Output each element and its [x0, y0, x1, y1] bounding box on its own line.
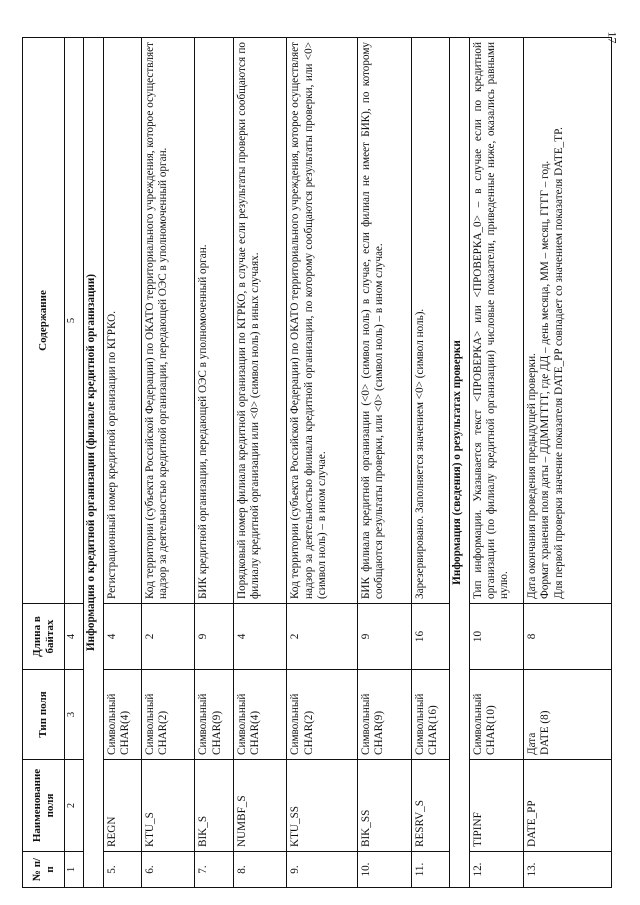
header-length: Длина в байтах: [23, 604, 65, 670]
row-field-name: NUMBF_S: [233, 760, 287, 852]
row-content: Регистрационный номер кредитной организации по КГРКО.: [103, 38, 141, 604]
row-field-type: Символьный CHAR(2): [141, 670, 195, 760]
column-number: 2: [65, 760, 84, 852]
row-field-type: Символьный CHAR(4): [103, 670, 141, 760]
header-content: Содержание: [23, 38, 65, 604]
row-num: 10.: [358, 852, 412, 888]
row-num: 13.: [524, 852, 612, 888]
section-row: [83, 38, 103, 888]
table-row: [233, 38, 287, 888]
header-field-name: Наименование поля: [23, 760, 65, 852]
page-number: 17: [605, 31, 620, 44]
section-row: [450, 38, 470, 888]
header-num: № п/п: [23, 852, 65, 888]
column-number: 1: [65, 852, 84, 888]
table-row: [411, 38, 449, 888]
row-field-type: Символьный CHAR(2): [287, 670, 358, 760]
header-row: [23, 38, 65, 888]
row-content: Дата окончания проведения предыдущей проверки. Формат хранения поля даты – ДДММГГГГ, где ДД – день месяца, ММ – месяц, ГГГГ – год. Для первой проверки значение показателя DATE_PP совпадает со значением показателя DATE_TP.: [524, 38, 612, 604]
row-content: Порядковый номер филиала кредитной организации по КГРКО, в случае если результаты проверки сообщаются по филиалу кредитной организации или <0> (символ ноль) в иных случаях.: [233, 38, 287, 604]
section-title: Информация о кредитной организации (филиале кредитной организации): [83, 38, 103, 888]
row-field-name: TIPINF: [469, 760, 523, 852]
row-field-type: Символьный CHAR(9): [195, 670, 233, 760]
row-content: Код территории (субъекта Российской Федерации) по ОКАТО территориального учреждения, которое осуществляет надзор за деятельностью филиала кредитной организации, по которому сообщаются результаты проверки, или <0> (символ ноль) – в ином случае.: [287, 38, 358, 604]
table-row: [358, 38, 412, 888]
row-length: 8: [524, 604, 612, 670]
row-field-type: Дата DATE (8): [524, 670, 612, 760]
row-length: 2: [141, 604, 195, 670]
table-row: [524, 38, 612, 888]
row-field-type: Символьный CHAR(9): [358, 670, 412, 760]
row-field-name: BIK_S: [195, 760, 233, 852]
row-field-name: RESRV_S: [411, 760, 449, 852]
table-row: [469, 38, 523, 888]
column-number: 4: [65, 604, 84, 670]
row-num: 11.: [411, 852, 449, 888]
row-num: 6.: [141, 852, 195, 888]
row-content: Зарезервировано. Заполняется значением <0> (символ ноль).: [411, 38, 449, 604]
table-row: [141, 38, 195, 888]
row-length: 4: [233, 604, 287, 670]
row-field-name: REGN: [103, 760, 141, 852]
column-number: 5: [65, 38, 84, 604]
row-num: 8.: [233, 852, 287, 888]
section-title: Информация (сведения) о результатах проверки: [450, 38, 470, 888]
row-field-type: Символьный CHAR(4): [233, 670, 287, 760]
row-field-type: Символьный CHAR(16): [411, 670, 449, 760]
row-content: Код территории (субъекта Российской Федерации) по ОКАТО территориального учреждения, которое осуществляет надзор за деятельностью кредитной организации, передающей ОЭС в уполномоченный орган.: [141, 38, 195, 604]
row-field-name: DATE_PP: [524, 760, 612, 852]
table-container: [22, 38, 612, 888]
row-field-name: KTU_SS: [287, 760, 358, 852]
row-length: 10: [469, 604, 523, 670]
fields-table: [22, 37, 612, 888]
row-length: 9: [195, 604, 233, 670]
header-field-type: Тип поля: [23, 670, 65, 760]
column-number: 3: [65, 670, 84, 760]
row-num: 5.: [103, 852, 141, 888]
row-field-name: KTU_S: [141, 760, 195, 852]
rotated-page: [22, 38, 612, 888]
row-length: 16: [411, 604, 449, 670]
row-content: Тип информации. Указывается текст <ПРОВЕРКА> или <ПРОВЕРКА_0> – в случае если по кредитной организации (по филиалу кредитной организации) числовые показатели, приведенные ниже, оказались равными нулю.: [469, 38, 523, 604]
row-num: 12.: [469, 852, 523, 888]
row-content: БИК филиала кредитной организации (<0> (символ ноль) в случае, если филиал не имеет БИК), по которому сообщаются результаты проверки, или <0> (символ ноль) – в ином случае.: [358, 38, 412, 604]
row-num: 9.: [287, 852, 358, 888]
row-content: БИК кредитной организации, передающей ОЭС в уполномоченный орган.: [195, 38, 233, 604]
row-field-name: BIK_SS: [358, 760, 412, 852]
row-field-type: Символьный CHAR(10): [469, 670, 523, 760]
row-length: 4: [103, 604, 141, 670]
row-num: 7.: [195, 852, 233, 888]
column-number-row: [65, 38, 84, 888]
table-row: [195, 38, 233, 888]
table-row: [103, 38, 141, 888]
row-length: 2: [287, 604, 358, 670]
table-row: [287, 38, 358, 888]
row-length: 9: [358, 604, 412, 670]
